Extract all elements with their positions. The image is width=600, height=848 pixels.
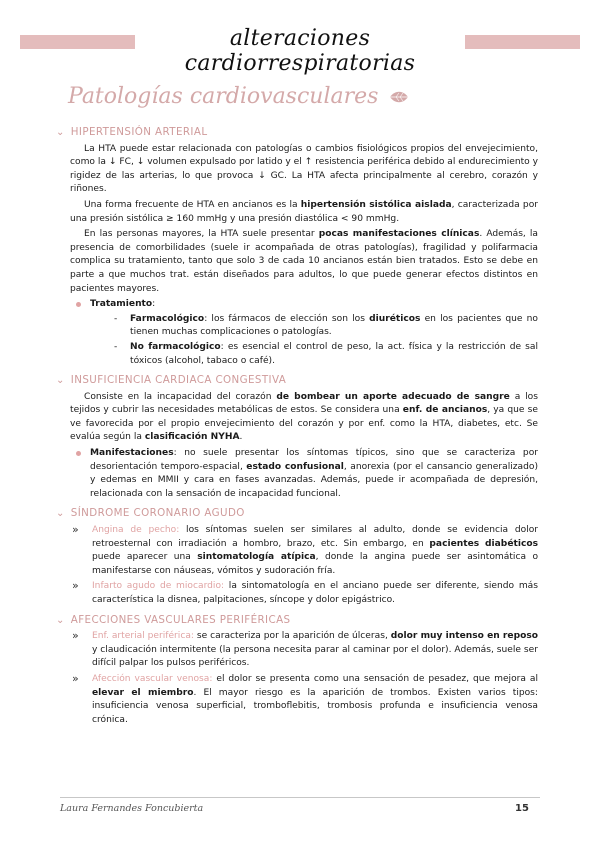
chevron-leaf-icon: ⌄: [56, 508, 65, 520]
page-number: 15: [515, 803, 529, 814]
subheading-hta: ⌄ HIPERTENSIÓN ARTERIAL: [56, 126, 208, 138]
double-arrow-icon: »: [72, 671, 79, 685]
section-title: [68, 84, 409, 109]
section-title-text: Patologías cardiovasculares: [68, 84, 379, 109]
bullet-dot-icon: [76, 302, 81, 307]
list-item: » Enf. arterial periférica: se caracteriza por la aparición de úlceras, dolor muy intenso en reposo y claudicación intermitente (la persona necesita parar al caminar por el dolor). Además, suele ser difícil palpar los pulsos periféricos.: [72, 629, 539, 669]
list-item: » Infarto agudo de miocardio: la sintomatología en el anciano puede ser diferente, siendo más característica la disnea, palpitaciones, síncope y dolor epigástrico.: [72, 579, 538, 605]
leaf-icon: [389, 90, 409, 104]
double-arrow-icon: »: [72, 523, 79, 537]
paragraph: Consiste en la incapacidad del corazón de bombear un aporte adecuado de sangre a los tejidos y cubrir las necesidades metabólicas de estos. Se considera una enf. de ancianos, ya que se ve favorecida por el propio envejecimiento del corazón y por enf. como la HTA, diabetes, etc. Se evalúa según la clasificación NYHA.: [70, 391, 539, 443]
chevron-leaf-icon: ⌄: [56, 614, 65, 626]
double-arrow-icon: »: [72, 579, 79, 593]
subheading-sca: ⌄ SÍNDROME CORONARIO AGUDO: [56, 507, 245, 520]
main-content: [56, 122, 539, 729]
paragraph: En las personas mayores, la HTA suele presentar pocas manifestaciones clínicas. Además, la presencia de comorbilidades (suele ir acompañada de otras patologías), fragilidad y polifarmacia complica su tratamiento, tanto que solo 3 de cada 10 ancianos están bien tratados. Esto se debe en parte a que muchos trat. están diseñados para adultos, lo que puede generar efectos distintos en pacientes mayores.: [70, 229, 539, 294]
chevron-leaf-icon: ⌄: [56, 127, 65, 138]
paragraph: La HTA puede estar relacionada con patologías o cambios fisiológicos propios del envejecimiento, como la ↓ FC, ↓ volumen expulsado por latido y el ↑ resistencia periférica debido al endurecimiento y rigidez de las arterias, lo que provoca ↓ GC. La HTA afecta principalmente al cerebro, corazón y riñones.: [70, 143, 538, 195]
footer-author: Laura Fernandes Foncubierta: [60, 803, 204, 814]
list-item: Tratamiento:: [70, 298, 538, 312]
footer-divider: [60, 797, 540, 798]
subheading-icc: ⌄ INSUFICIENCIA CARDIACA CONGESTIVA: [56, 374, 287, 387]
list-item: - Farmacológico: los fármacos de elección son los diuréticos en los pacientes que no tienen muchas complicaciones o patologías.: [114, 313, 538, 338]
page-title: alteraciones cardiorrespiratorias: [184, 26, 416, 76]
list-item: Manifestaciones: no suele presentar los síntomas típicos, sino que se caracteriza por desorientación temporo-espacial, estado confusional, anorexia (por el cansancio generalizado) y edemas en MMII y cara en fases avanzadas. Además, puede ir acompañada de depresión, relacionada con la sensación de incapacidad funcional.: [70, 447, 538, 501]
header-band-right: [465, 35, 580, 49]
bullet-dot-icon: [76, 451, 81, 456]
subheading-avp: ⌄ AFECCIONES VASCULARES PERIFÉRICAS: [56, 613, 291, 626]
header-band-left: [20, 35, 135, 49]
paragraph: Una forma frecuente de HTA en ancianos es la hipertensión sistólica aislada, caracterizada por una presión sistólica ≥ 160 mmHg y una presión diastólica < 90 mmHg.: [70, 199, 538, 224]
list-item: - No farmacológico: es esencial el control de peso, la act. física y la restricción de sal tóxicos (alcohol, tabaco o café).: [114, 341, 538, 366]
chevron-leaf-icon: ⌄: [56, 375, 65, 387]
double-arrow-icon: »: [72, 629, 79, 643]
list-item: » Angina de pecho: los síntomas suelen ser similares al adulto, donde se evidencia dolor retroesternal con irradiación a hombro, brazo, etc. Sin embargo, en pacientes diabéticos puede aparecer una sintomatología atípica, donde la angina puede ser asintomática o manifestarse con náuseas, vómitos y sudoración fría.: [72, 523, 539, 576]
list-item: » Afección vascular venosa: el dolor se presenta como una sensación de pesadez, que mejora al elevar el miembro. El mayor riesgo es la aparición de trombos. Existen varios tipos: insuficiencia venosa superficial, tromboflebitis, trombosis profunda e insuficiencia venosa crónica.: [72, 671, 538, 725]
